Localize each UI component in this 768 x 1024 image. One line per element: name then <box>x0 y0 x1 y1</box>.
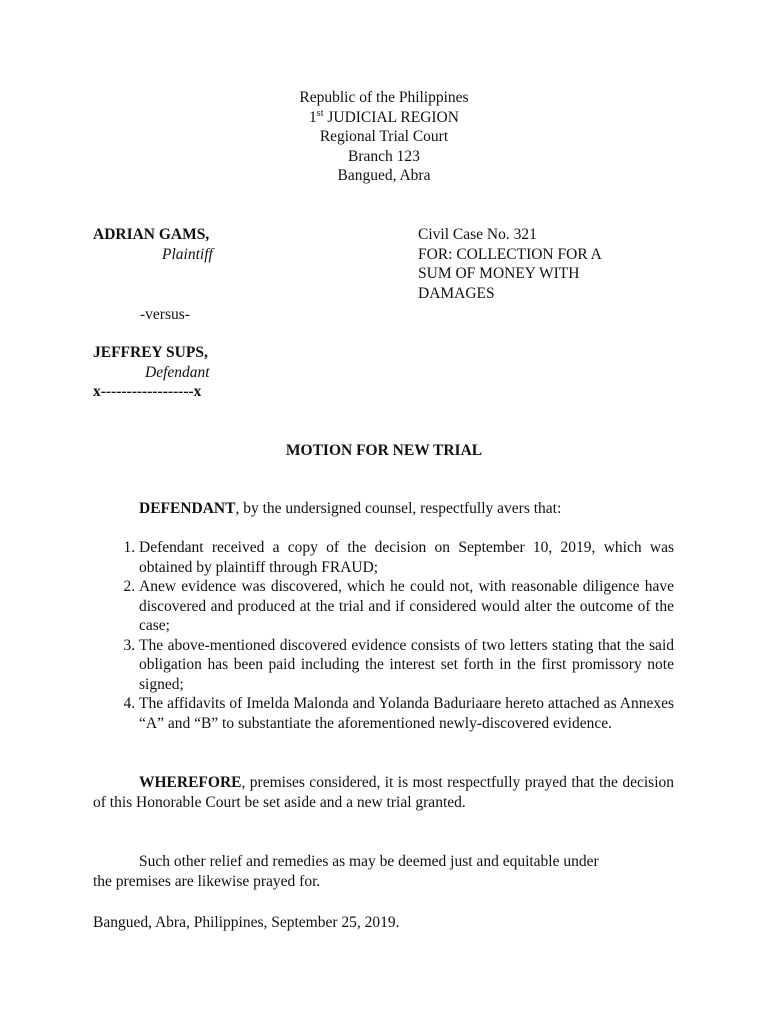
plaintiff-name: ADRIAN GAMS, <box>93 226 210 243</box>
court-header <box>0 88 768 186</box>
document-title: MOTION FOR NEW TRIAL <box>285 442 483 459</box>
header-location: Bangued, Abra <box>337 167 431 184</box>
other-relief-paragraph: Such other relief and remedies as may be deemed just and equitable under the premises are likewise prayed for. <box>93 853 599 890</box>
defendant-role: Defendant <box>145 364 210 381</box>
plaintiff-role: Plaintiff <box>162 246 213 263</box>
intro-paragraph <box>93 499 674 519</box>
header-branch: Branch 123 <box>348 147 420 165</box>
case-details <box>418 225 648 303</box>
case-number: Civil Case No. 321 <box>418 226 537 243</box>
header-republic: Republic of the Philippines <box>299 89 469 106</box>
list-item: 3. The above-mentioned discovered evidence consists of two letters stating that the said obligation has been paid including the interest set forth in the first promissory note signed; <box>139 636 674 695</box>
intro-lead: DEFENDANT <box>139 500 236 517</box>
versus-label: -versus- <box>140 306 190 323</box>
case-nature-line1: FOR: COLLECTION FOR A <box>418 245 602 263</box>
defendant-name: JEFFREY SUPS, <box>93 344 208 361</box>
list-item: 2. Anew evidence was discovered, which he could not, with reasonable diligence have discovered and produced at the trial and if considered would alter the outcome of the case; <box>139 577 674 636</box>
list-item: 1. Defendant received a copy of the decision on September 10, 2019, which was obtained by plaintiff through FRAUD; <box>139 538 674 577</box>
wherefore-text: , premises considered, it is most respectfully prayed that the decision of this Honorable Court be set aside and a new trial granted. <box>93 774 674 811</box>
intro-text: , by the undersigned counsel, respectfully avers that: <box>235 500 562 517</box>
case-nature-line3: DAMAGES <box>418 284 495 302</box>
header-court: Regional Trial Court <box>319 128 449 145</box>
averments-list <box>93 538 674 733</box>
caption-separator: x------------------x <box>93 383 202 400</box>
place-and-date: Bangued, Abra, Philippines, September 25, 2019. <box>93 914 400 931</box>
header-judicial-region: 1st JUDICIAL REGION <box>309 107 459 126</box>
list-item: 4. The affidavits of Imelda Malonda and Yolanda Baduriaare hereto attached as Annexes “A” and “B” to substantiate the aforementioned newly-discovered evidence. <box>139 694 674 733</box>
wherefore-lead: WHEREFORE <box>139 774 242 791</box>
wherefore-paragraph <box>93 773 674 812</box>
case-nature-line2: SUM OF MONEY WITH <box>418 265 580 282</box>
